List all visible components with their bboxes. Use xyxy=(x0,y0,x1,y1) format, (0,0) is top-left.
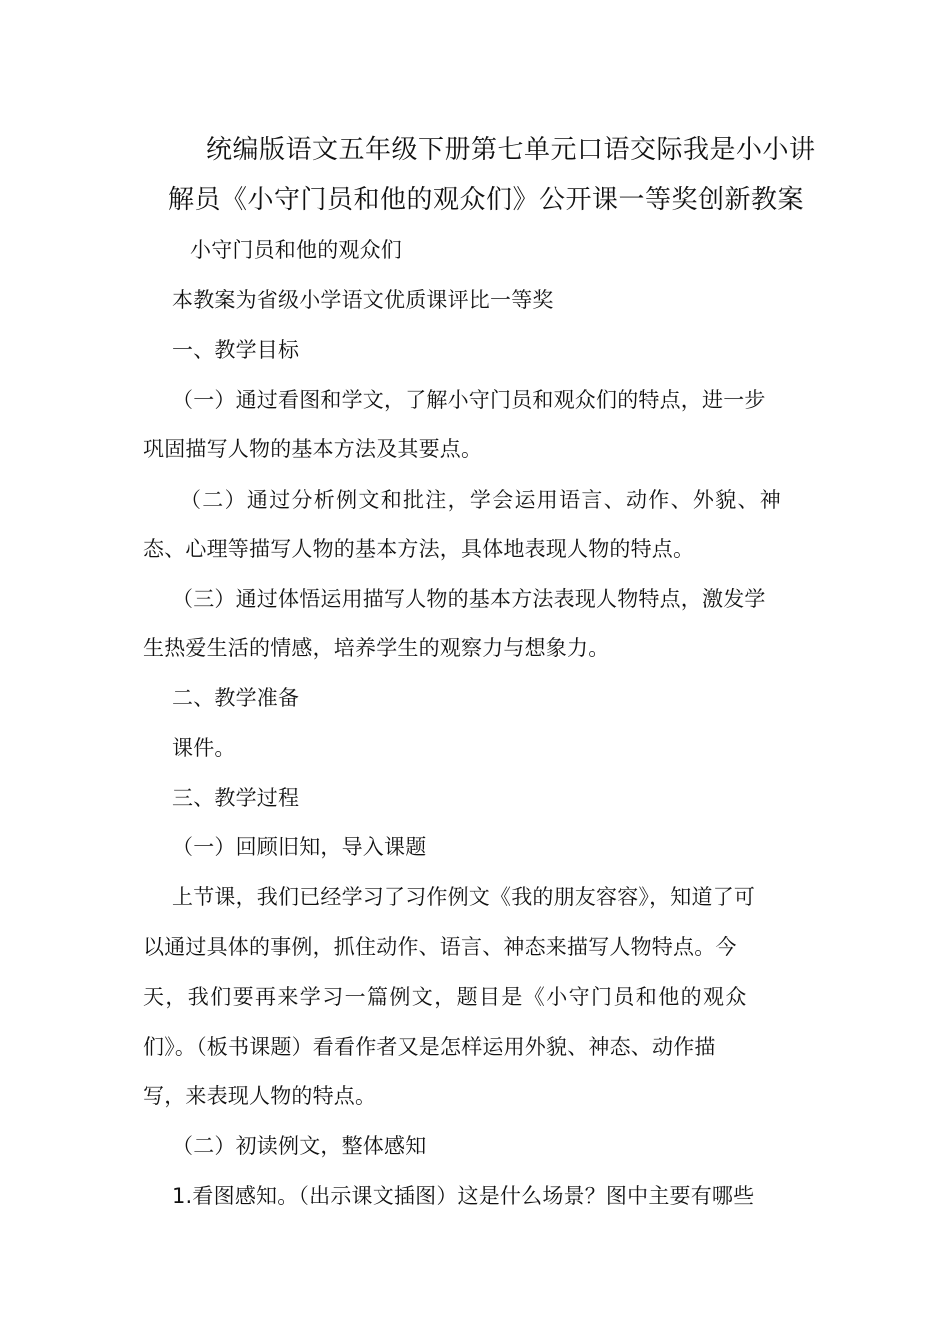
paragraph-1-line-5: 写，来表现人物的特点。 xyxy=(143,1084,377,1108)
goal-3-line-2: 生热爱生活的情感，培养学生的观察力与想象力。 xyxy=(143,636,610,660)
section-heading-goals: 一、教学目标 xyxy=(172,338,300,362)
title-line-1: 统编版语文五年级下册第七单元口语交际我是小小讲 xyxy=(206,135,816,165)
section-heading-prep: 二、教学准备 xyxy=(172,686,300,710)
goal-2-line-1: （二）通过分析例文和批注，学会运用语言、动作、外貌、神 xyxy=(180,488,783,512)
subtitle: 小守门员和他的观众们 xyxy=(190,238,402,262)
goal-2-line-2: 态、心理等描写人物的基本方法，具体地表现人物的特点。 xyxy=(143,537,695,561)
item-1-line-1: 1.看图感知。（出示课文插图）这是什么场景？图中主要有哪些 xyxy=(172,1184,755,1208)
prep-text: 课件。 xyxy=(172,736,236,760)
paragraph-1-line-1: 上节课，我们已经学习了习作例文《我的朋友容容》，知道了可 xyxy=(172,885,756,909)
paragraph-1-line-2: 以通过具体的事例，抓住动作、语言、神态来描写人物特点。今 xyxy=(143,935,737,959)
step-1-heading: （一）回顾旧知，导入课题 xyxy=(172,835,427,859)
goal-1-line-1: （一）通过看图和学文，了解小守门员和观众们的特点，进一步 xyxy=(172,388,766,412)
title-line-2: 解员《小守门员和他的观众们》公开课一等奖创新教案 xyxy=(168,185,805,215)
award-note: 本教案为省级小学语文优质课评比一等奖 xyxy=(172,288,554,312)
paragraph-1-line-3: 天，我们要再来学习一篇例文，题目是《小守门员和他的观众 xyxy=(143,985,748,1009)
section-heading-process: 三、教学过程 xyxy=(172,786,300,810)
step-2-heading: （二）初读例文，整体感知 xyxy=(172,1134,427,1158)
goal-3-line-1: （三）通过体悟运用描写人物的基本方法表现人物特点，激发学 xyxy=(172,587,766,611)
goal-1-line-2: 巩固描写人物的基本方法及其要点。 xyxy=(143,437,483,461)
paragraph-1-line-4: 们》。（板书课题）看看作者又是怎样运用外貌、神态、动作描 xyxy=(143,1035,716,1059)
